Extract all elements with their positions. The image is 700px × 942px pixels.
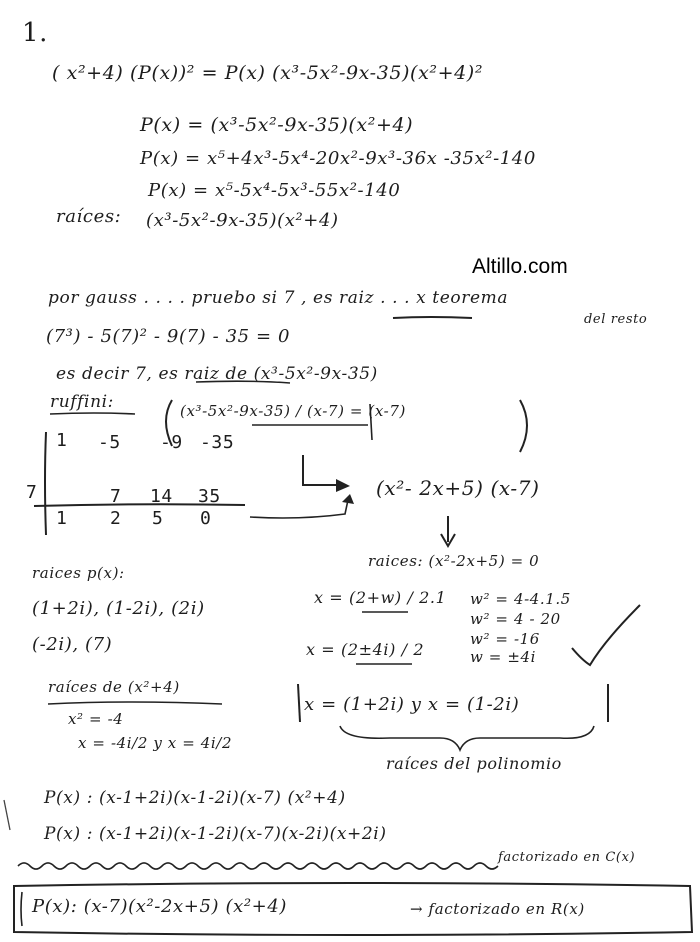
problem-number: 1.: [22, 18, 49, 48]
px-factor-line-1: P(x) : (x-1+2i)(x-1-2i)(x-7) (x²+4): [44, 788, 346, 808]
boxed-roots: x = (1+2i) y x = (1-2i): [304, 694, 520, 715]
ruffini-result: 1: [56, 508, 68, 529]
ruffini-product: 14: [150, 486, 173, 507]
raices-label: raíces:: [56, 206, 122, 227]
ruffini-coef: -35: [200, 432, 235, 453]
w-step: w² = 4 - 20: [470, 610, 561, 628]
watermark: Altillo.com: [472, 255, 568, 278]
w-step: w² = 4-4.1.5: [470, 590, 571, 608]
ruffini-label: ruffini:: [50, 392, 115, 412]
factored-expression: (x²- 2x+5) (x-7): [376, 476, 540, 500]
final-factorization: P(x): (x-7)(x²-2x+5) (x²+4): [32, 896, 288, 917]
ruffini-coef: -9: [160, 432, 183, 453]
del-resto-note: del resto: [584, 312, 648, 327]
ruffini-coef: -5: [98, 432, 121, 453]
w-step: w² = -16: [470, 630, 540, 648]
raices-expression: (x³-5x²-9x-35)(x²+4): [146, 210, 339, 231]
gauss-line: por gauss . . . . pruebo si 7 , es raiz . . . x teorema: [48, 288, 509, 308]
x-formula-1: x = (2+w) / 2.1: [314, 588, 447, 607]
x-formula-2: x = (2±4i) / 2: [306, 640, 425, 659]
evaluation-line: (7³) - 5(7)² - 9(7) - 35 = 0: [46, 326, 291, 347]
px-factor-line-2: P(x) : (x-1+2i)(x-1-2i)(x-7)(x-2i)(x+2i): [44, 824, 387, 844]
raices-p-label: raices p(x):: [32, 564, 125, 582]
equation-line-1: ( x²+4) (P(x))² = P(x) (x³-5x²-9x-35)(x²+4)²: [52, 62, 484, 84]
ruffini-root: 7: [26, 482, 38, 503]
w-step: w = ±4i: [470, 648, 537, 666]
es-decir-line: es decir 7, es raiz de (x³-5x²-9x-35): [56, 364, 378, 384]
division-expression: (x³-5x²-9x-35) / (x-7) = (x-7): [180, 402, 406, 420]
equation-line-3: P(x) = x⁵+4x³-5x⁴-20x²-9x³-36x -35x²-140: [140, 148, 536, 169]
equation-line-4: P(x) = x⁵-5x⁴-5x³-55x²-140: [148, 180, 401, 201]
final-note: → factorizado en R(x): [410, 900, 585, 918]
raices-de-label: raíces de (x²+4): [48, 678, 180, 696]
ruffini-result: 5: [152, 508, 164, 529]
raices-de-step-2: x = -4i/2 y x = 4i/2: [78, 734, 233, 752]
raices-de-step-1: x² = -4: [68, 710, 124, 728]
raices-p-line-1: (1+2i), (1-2i), (2i): [32, 598, 205, 619]
ruffini-result: 2: [110, 508, 122, 529]
raices-p-line-2: (-2i), (7): [32, 634, 113, 655]
equation-line-2: P(x) = (x³-5x²-9x-35)(x²+4): [140, 114, 414, 136]
ruffini-result: 0: [200, 508, 212, 529]
ruffini-coef: 1: [56, 430, 68, 451]
raices-quadratic: raices: (x²-2x+5) = 0: [368, 552, 540, 570]
raices-del-polinomio: raíces del polinomio: [386, 754, 562, 773]
ruffini-product: 7: [110, 486, 122, 507]
ruffini-product: 35: [198, 486, 221, 507]
factorizado-c-note: factorizado en C(x): [498, 850, 636, 865]
